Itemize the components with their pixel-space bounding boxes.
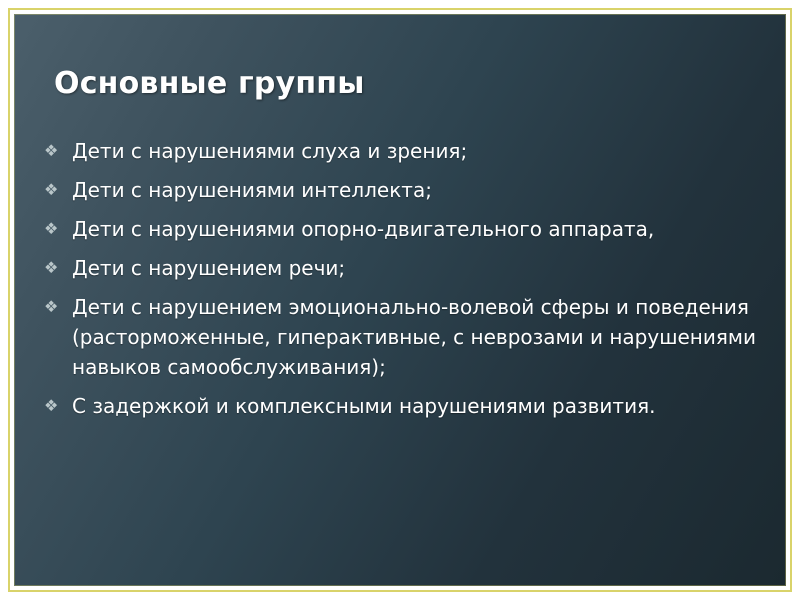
list-item xyxy=(42,136,768,166)
list-item xyxy=(42,214,768,244)
diamond-bullet-icon: ❖ xyxy=(44,297,59,316)
list-item xyxy=(42,175,768,205)
list-item xyxy=(42,391,768,421)
diamond-bullet-icon: ❖ xyxy=(44,396,59,415)
diamond-bullet-icon: ❖ xyxy=(44,141,59,160)
diamond-bullet-icon: ❖ xyxy=(44,258,59,277)
list-item-text: С задержкой и комплексными нарушениями развития. xyxy=(72,394,656,418)
list-item xyxy=(42,292,768,382)
list-item-text: Дети с нарушениями интеллекта; xyxy=(72,178,432,202)
list-item-text: Дети с нарушением эмоционально-волевой сферы и поведения (расторможенные, гиперактивные, с неврозами и нарушениями навыков самообслуживания); xyxy=(72,295,756,379)
slide-title: Основные группы xyxy=(54,66,365,101)
list-item-text: Дети с нарушениями слуха и зрения; xyxy=(72,139,468,163)
list-item-text: Дети с нарушениями опорно-двигательного аппарата, xyxy=(72,217,655,241)
diamond-bullet-icon: ❖ xyxy=(44,219,59,238)
list-item-text: Дети с нарушением речи; xyxy=(72,256,346,280)
slide-background-panel xyxy=(14,14,786,586)
diamond-bullet-icon: ❖ xyxy=(44,180,59,199)
bullet-list xyxy=(42,136,768,430)
list-item xyxy=(42,253,768,283)
